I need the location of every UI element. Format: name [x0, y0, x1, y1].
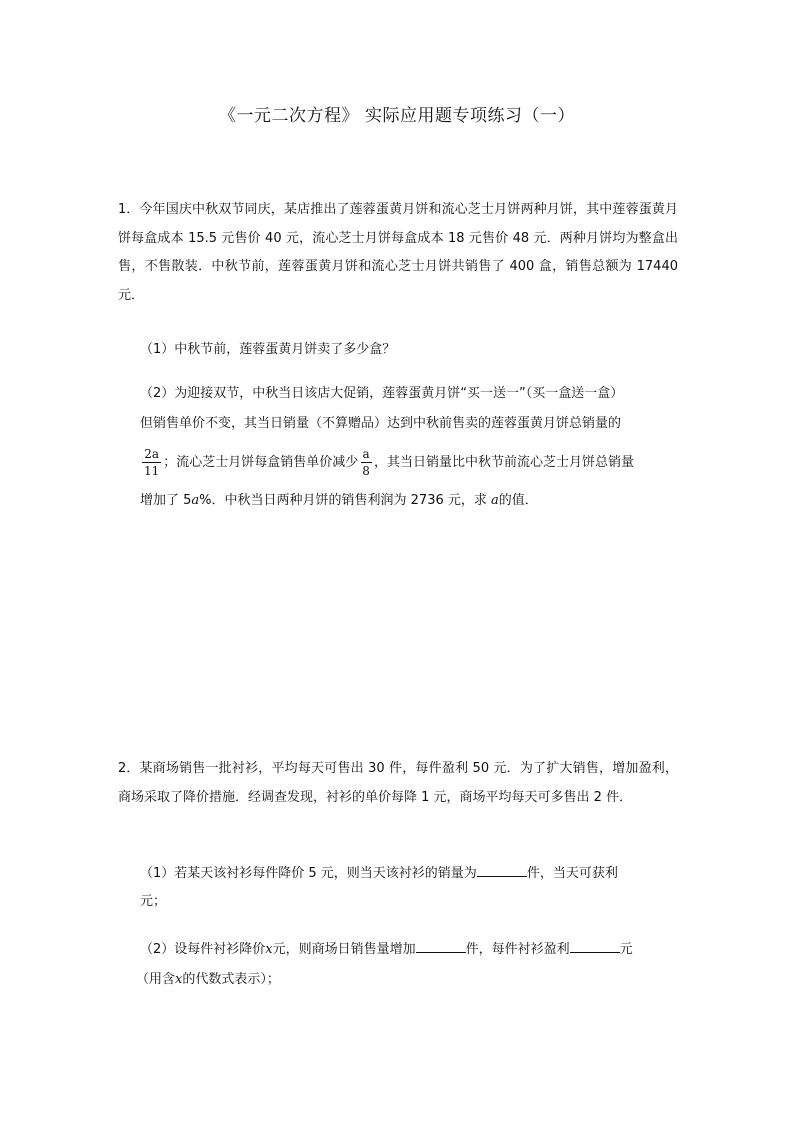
question-2-part-1-end: 元； [140, 894, 167, 909]
question-1-stem [118, 196, 678, 310]
page-title: 《一元二次方程》 实际应用题专项练习（一） [219, 106, 575, 126]
question-1-part-2-line-2: 但销售单价不变，其当日销量（不算赠品）达到中秋前售卖的莲蓉蛋黄月饼总销量的 [140, 416, 622, 431]
question-1-part-2-line-3: $\frac{2a}{11}$ ；流心芝士月饼每盒销售单价减少 $\frac{a}{8}$ ，其当日销量比中秋节前流心芝士月饼总销量 [144, 447, 634, 478]
answer-blank[interactable] [416, 938, 466, 953]
question-2-part-1: （1）若某天该衬衫每件降价 5 元，则当天该衬衫的销量为 件，当天可获利 [140, 862, 618, 884]
question-2-stem [118, 755, 678, 812]
answer-blank[interactable] [570, 938, 620, 953]
question-2-part-2-note: （用含x的代数式表示）； [136, 972, 280, 987]
question-1-part-2-line-1: （2）为迎接双节，中秋当日该店大促销，莲蓉蛋黄月饼“买一送一”（买一盒送一盒） [140, 386, 624, 401]
fraction-a-over-8: $\frac{a}{8}$ [362, 447, 370, 478]
answer-blank[interactable] [477, 862, 527, 877]
question-2-text: 某商场销售一批衬衫，平均每天可售出 30 件，每件盈利 50 元．为了扩大销售，增加盈利，商场采取了降价措施．经调查发现，衬衫的单价每降 1 元，商场平均每天可多售出 2 件． [118, 761, 678, 805]
question-2-part-2: （2）设每件衬衫降价x元，则商场日销售量增加 件，每件衬衫盈利 元 [140, 938, 633, 960]
fraction-2a-over-11: $\frac{2a}{11}$ [144, 447, 160, 478]
question-1-part-1: （1）中秋节前，莲蓉蛋黄月饼卖了多少盒？ [140, 342, 396, 357]
question-1-number: 1． [118, 202, 140, 217]
question-2-number: 2． [118, 761, 140, 776]
question-1-text: 今年国庆中秋双节同庆，某店推出了莲蓉蛋黄月饼和流心芝士月饼两种月饼，其中莲蓉蛋黄月饼每盒成本 15.5 元售价 40 元，流心芝士月饼每盒成本 18 元售价 48 元．两种月饼均为整盒出售，不售散装．中秋节前，莲蓉蛋黄月饼和流心芝士月饼共销售了 400 盒，销售总额为 17440 元． [118, 202, 678, 303]
question-1-part-2-line-4: 增加了 5a%．中秋当日两种月饼的销售利润为 2736 元，求 a的值． [140, 493, 538, 508]
